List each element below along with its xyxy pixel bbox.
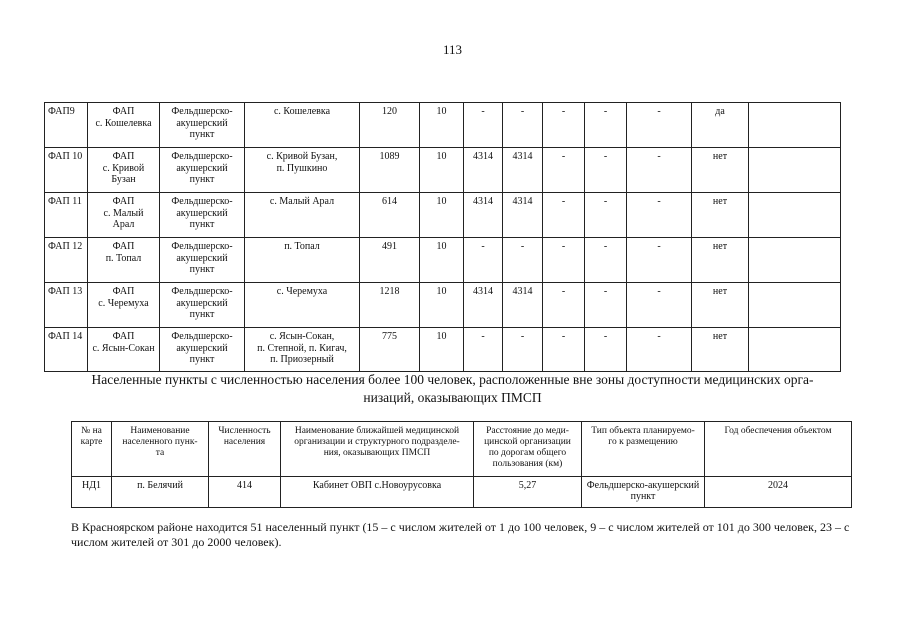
row-value: - [543, 238, 585, 283]
row-value: - [543, 148, 585, 193]
summary-note: В Красноярском районе находится 51 населенный пункт (15 – с числом жителей от 1 до 100 человек, 9 – с числом жителей от 101 до 300 человек, 23 – с числом жителей от 301 до 2000 человек). [71, 520, 850, 549]
row-value: - [627, 238, 692, 283]
row-facility-name-line: с. Черемуха [98, 297, 149, 309]
row-facility-type-line: акушерский [176, 162, 228, 174]
row-value: 10 [420, 283, 464, 328]
row-villages-line: с. Ясын-Сокан, [269, 331, 335, 342]
row-facility-name-line: с. Кошелевка [95, 117, 152, 129]
row-villages [245, 193, 360, 238]
row-facility-type [160, 103, 245, 148]
row-empty [749, 283, 841, 328]
row-value: - [585, 103, 627, 148]
row-villages-line: с. Кривой Бузан, [266, 151, 338, 162]
row-facility-type-line: Фельдшерско- [171, 286, 233, 297]
row-value: - [543, 283, 585, 328]
row-facility-name [88, 238, 160, 283]
settlements-table [71, 421, 852, 508]
table-row [45, 283, 841, 328]
row-value: 4314 [503, 148, 543, 193]
row-code: НД1 [72, 477, 112, 508]
table-row [45, 193, 841, 238]
column-header-line: го к размещению [608, 437, 678, 447]
row-value: - [585, 148, 627, 193]
row-value: 4314 [503, 283, 543, 328]
column-header-line: карте [80, 437, 103, 447]
column-header-line: Наименование [130, 426, 190, 436]
row-value: 10 [420, 328, 464, 372]
row-value: 4314 [464, 148, 503, 193]
row-facility-type [160, 283, 245, 328]
row-villages [245, 148, 360, 193]
row-value: - [464, 103, 503, 148]
row-object-type [582, 477, 705, 508]
row-value: - [503, 103, 543, 148]
table-row [45, 148, 841, 193]
row-facility-type-line: акушерский [176, 252, 228, 264]
row-facility-type-line: пункт [189, 219, 215, 230]
column-header [582, 422, 705, 477]
row-facility-name-line: п. Топал [105, 252, 142, 264]
row-facility-name-line: ФАП [112, 196, 135, 207]
row-facility-name [88, 283, 160, 328]
row-population: 120 [360, 103, 420, 148]
row-villages-line: п. Топал [284, 241, 320, 252]
row-villages-line: с. Малый Арал [269, 196, 335, 207]
row-facility-name-line: ФАП [112, 241, 135, 252]
column-header-line: ния, оказывающих ПМСП [323, 448, 431, 458]
row-organization: Кабинет ОВП с.Новоурусовка [281, 477, 474, 508]
row-facility-type-line: Фельдшерско- [171, 106, 233, 117]
row-villages [245, 238, 360, 283]
row-population: 491 [360, 238, 420, 283]
row-value: - [585, 193, 627, 238]
row-status: нет [692, 193, 749, 238]
row-value: - [464, 238, 503, 283]
row-facility-type-line: акушерский [176, 117, 228, 129]
row-status: нет [692, 148, 749, 193]
facilities-table [44, 102, 841, 372]
row-value: - [503, 328, 543, 372]
settlements-table-header [72, 422, 852, 477]
row-code: ФАП 11 [45, 193, 88, 238]
row-villages-line: п. Пушкино [276, 162, 328, 174]
row-settlement: п. Белячий [112, 477, 209, 508]
row-facility-type-line: акушерский [176, 342, 228, 354]
column-header-line: пользования (км) [492, 459, 563, 469]
row-facility-name-line: Бузан [111, 174, 136, 185]
row-facility-name [88, 103, 160, 148]
row-value: - [585, 328, 627, 372]
row-villages [245, 328, 360, 372]
row-facility-type [160, 148, 245, 193]
row-value: - [627, 148, 692, 193]
table-row [72, 477, 852, 508]
row-value: - [627, 103, 692, 148]
row-empty [749, 238, 841, 283]
row-facility-name-line: ФАП [112, 106, 135, 117]
row-value: 10 [420, 103, 464, 148]
row-value: 4314 [464, 193, 503, 238]
row-value: 10 [420, 238, 464, 283]
row-facility-type-line: Фельдшерско- [171, 331, 233, 342]
row-facility-type-line: Фельдшерско- [171, 196, 233, 207]
row-population: 775 [360, 328, 420, 372]
row-code: ФАП9 [45, 103, 88, 148]
row-year: 2024 [705, 477, 852, 508]
column-header [705, 422, 852, 477]
row-villages-line: п. Степной, п. Кигач, [257, 342, 347, 354]
column-header-line: Наименование ближайшей медицинской [294, 426, 460, 436]
section-heading-line-2: низаций, оказывающих ПМСП [363, 390, 542, 405]
row-value: - [543, 103, 585, 148]
row-population: 1218 [360, 283, 420, 328]
row-villages [245, 103, 360, 148]
row-code: ФАП 12 [45, 238, 88, 283]
row-value: - [503, 238, 543, 283]
section-heading [40, 371, 865, 407]
row-value: 10 [420, 193, 464, 238]
column-header-line: Расстояние до меди- [486, 426, 569, 436]
column-header [281, 422, 474, 477]
table-row [45, 238, 841, 283]
column-header-line: по дорогам общего [488, 448, 567, 458]
row-facility-name [88, 148, 160, 193]
object-type-line: Фельдшерско-акушерский [586, 480, 700, 491]
row-value: - [627, 283, 692, 328]
row-value: - [585, 238, 627, 283]
row-value: - [627, 193, 692, 238]
row-facility-type-line: пункт [189, 354, 215, 365]
row-value: 4314 [503, 193, 543, 238]
row-facility-type [160, 328, 245, 372]
row-villages-line: с. Кошелевка [273, 106, 331, 117]
column-header-line: населенного пунк- [122, 437, 198, 447]
column-header-line: Численность [218, 426, 271, 436]
row-value: 4314 [464, 283, 503, 328]
row-code: ФАП 10 [45, 148, 88, 193]
column-header [209, 422, 281, 477]
row-code: ФАП 13 [45, 283, 88, 328]
row-value: 10 [420, 148, 464, 193]
row-population: 414 [209, 477, 281, 508]
row-facility-name-line: с. Кривой [102, 162, 145, 174]
column-header-line: та [155, 448, 165, 458]
row-facility-name [88, 193, 160, 238]
row-value: - [543, 193, 585, 238]
row-facility-type-line: пункт [189, 174, 215, 185]
column-header-line: Тип объекта планируемо- [591, 426, 695, 436]
row-facility-name-line: ФАП [112, 331, 135, 342]
column-header [112, 422, 209, 477]
row-facility-type-line: акушерский [176, 297, 228, 309]
section-heading-line-1: Населенные пункты с численностью населения более 100 человек, расположенные вне зоны доступности медицинских орга- [91, 372, 814, 387]
row-facility-type-line: пункт [189, 309, 215, 320]
column-header-line: № на [81, 426, 102, 436]
row-population: 1089 [360, 148, 420, 193]
row-value: - [627, 328, 692, 372]
row-villages-line: с. Черемуха [276, 286, 328, 297]
row-facility-type [160, 193, 245, 238]
column-header-line: организации и структурного подразделе- [294, 437, 460, 447]
row-villages-line: п. Приозерный [270, 354, 334, 365]
row-empty [749, 328, 841, 372]
row-facility-type [160, 238, 245, 283]
row-facility-name [88, 328, 160, 372]
table-row [45, 103, 841, 148]
row-facility-name-line: Арал [112, 219, 135, 230]
row-facility-type-line: акушерский [176, 207, 228, 219]
column-header-line: населения [223, 437, 266, 447]
row-status: нет [692, 238, 749, 283]
column-header [474, 422, 582, 477]
row-facility-type-line: пункт [189, 129, 215, 140]
table-row [45, 328, 841, 372]
row-facility-name-line: с. Малый [103, 207, 144, 219]
row-facility-type-line: Фельдшерско- [171, 241, 233, 252]
row-facility-name-line: с. Ясын-Сокан [92, 342, 155, 354]
row-value: - [543, 328, 585, 372]
row-value: - [464, 328, 503, 372]
row-status: нет [692, 328, 749, 372]
row-villages [245, 283, 360, 328]
facilities-table-body [45, 103, 841, 372]
row-facility-name-line: ФАП [112, 286, 135, 297]
row-population: 614 [360, 193, 420, 238]
column-header [72, 422, 112, 477]
page-number: 113 [442, 42, 463, 57]
row-empty [749, 193, 841, 238]
row-facility-name-line: ФАП [112, 151, 135, 162]
row-facility-type-line: Фельдшерско- [171, 151, 233, 162]
row-empty [749, 103, 841, 148]
column-header-line: Год обеспечения объектом [724, 426, 832, 436]
row-facility-type-line: пункт [189, 264, 215, 275]
row-distance: 5,27 [474, 477, 582, 508]
row-code: ФАП 14 [45, 328, 88, 372]
row-empty [749, 148, 841, 193]
row-status: нет [692, 283, 749, 328]
column-header-line: цинской организации [484, 437, 571, 447]
row-status: да [692, 103, 749, 148]
object-type-line: пункт [630, 491, 656, 502]
row-value: - [585, 283, 627, 328]
